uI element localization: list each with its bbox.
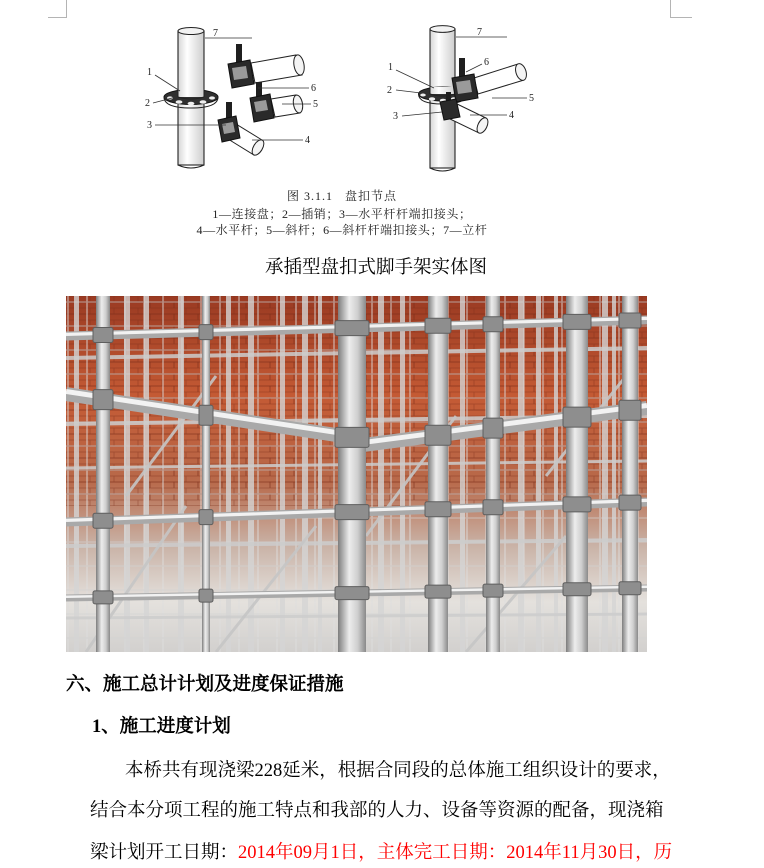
callout-number: 7 [477, 27, 482, 38]
coupler-highlight [254, 100, 268, 112]
disc-hole [420, 94, 426, 97]
callout-number: 6 [311, 83, 316, 94]
rosette-joint [335, 427, 369, 447]
rosette-joint [335, 321, 369, 336]
callout-number: 3 [147, 120, 152, 131]
pole-top-edge [178, 28, 204, 35]
rosette-joint [483, 317, 503, 332]
rosette-joint [619, 582, 641, 595]
scaffold-standard [318, 296, 322, 652]
disc-hole [209, 96, 215, 99]
tube-end-coupler [440, 99, 460, 120]
photo-caption: 承插型盘扣式脚手架实体图 [264, 258, 487, 278]
callout-number: 6 [484, 57, 489, 68]
rosette-joint [483, 500, 503, 515]
callout-number: 5 [313, 99, 318, 110]
scaffold-standard [248, 296, 254, 652]
callout-number: 4 [509, 110, 514, 121]
leader-line [466, 64, 482, 72]
disc-hole [200, 100, 207, 104]
disc-lock-node-diagram [0, 0, 764, 186]
callout-number: 4 [305, 135, 310, 146]
paragraph-line-1: 本桥共有现浇梁228延米，根据合同段的总体施工组织设计的要求， [125, 761, 671, 781]
rosette-joint [619, 313, 641, 328]
wedge-pin [459, 58, 465, 78]
schedule-start-label: 梁计划开工日期： [90, 843, 239, 863]
rosette-joint [563, 407, 591, 427]
wedge-pin [236, 44, 242, 64]
line-3-tail: ，历 [635, 843, 673, 863]
completion-label: ，主体完工日期： [358, 843, 507, 863]
rosette-joint [335, 505, 369, 520]
callout-number: 1 [147, 67, 152, 78]
rosette-joint [199, 405, 213, 425]
scaffold-foreground-standard [622, 296, 638, 652]
paragraph-line-2: 结合本分项工程的施工特点和我部的人力、设备等资源的配备，现浇箱 [90, 801, 664, 821]
disc-hole [176, 100, 183, 104]
rosette-joint [425, 318, 451, 333]
rosette-joint [425, 585, 451, 598]
leader-line [155, 75, 180, 91]
scaffold-foreground-standard [428, 296, 448, 652]
disc-hole [429, 97, 435, 100]
callout-number: 1 [388, 62, 393, 73]
scaffold-foreground-standard [486, 296, 500, 652]
pole-top-edge [430, 26, 455, 33]
rosette-joint [483, 584, 503, 597]
scaffold-standard [378, 296, 384, 652]
rosette-joint [335, 587, 369, 600]
rosette-joint [425, 425, 451, 445]
rosette-joint [563, 314, 591, 329]
paragraph-line-3 [90, 842, 672, 864]
figure-legend-line-1: 1—连接盘；2—插销；3—水平杆杆端扣接头； [212, 207, 472, 221]
pole-through-disc [178, 89, 204, 97]
start-date: 2014年09月1日 [238, 843, 359, 863]
scaffold-photo [66, 296, 647, 652]
rosette-joint [93, 591, 113, 604]
sub-heading: 1、施工进度计划 [92, 717, 231, 737]
rosette-joint [199, 325, 213, 340]
coupler-highlight [232, 66, 248, 80]
callout-number: 2 [145, 98, 150, 109]
rosette-joint [199, 589, 213, 602]
section-heading: 六、施工总计计划及进度保证措施 [66, 675, 344, 695]
disc-hole [188, 102, 195, 106]
left-node-drawing [145, 28, 318, 169]
callout-number: 2 [387, 85, 392, 96]
rosette-joint [619, 495, 641, 510]
leader-line [396, 70, 434, 88]
rosette-joint [483, 418, 503, 438]
leader-line [396, 90, 421, 93]
rosette-joint [563, 583, 591, 596]
scaffold-foreground-standard [566, 296, 588, 652]
figure-legend-line-2: 4—水平杆；5—斜杆；6—斜杆杆端扣接头；7—立杆 [196, 223, 488, 237]
rosette-joint [199, 510, 213, 525]
scaffold-standard [280, 296, 285, 652]
coupler-highlight [456, 80, 472, 94]
rosette-joint [563, 497, 591, 512]
coupler-highlight [222, 122, 235, 134]
scaffold-photo-image [66, 296, 647, 652]
callout-number: 5 [529, 93, 534, 104]
rosette-joint [425, 502, 451, 517]
figure-caption: 图 3.1.1 盘扣节点 [286, 189, 397, 203]
rosette-joint [93, 513, 113, 528]
rosette-joint [93, 390, 113, 410]
rosette-joint [619, 400, 641, 420]
scaffold-standard [302, 296, 308, 652]
callout-number: 3 [393, 111, 398, 122]
scaffold-standard [400, 296, 405, 652]
right-node-drawing [387, 26, 534, 171]
completion-date: 2014年11月30日 [506, 843, 636, 863]
callout-number: 7 [213, 28, 218, 39]
rosette-joint [93, 327, 113, 342]
